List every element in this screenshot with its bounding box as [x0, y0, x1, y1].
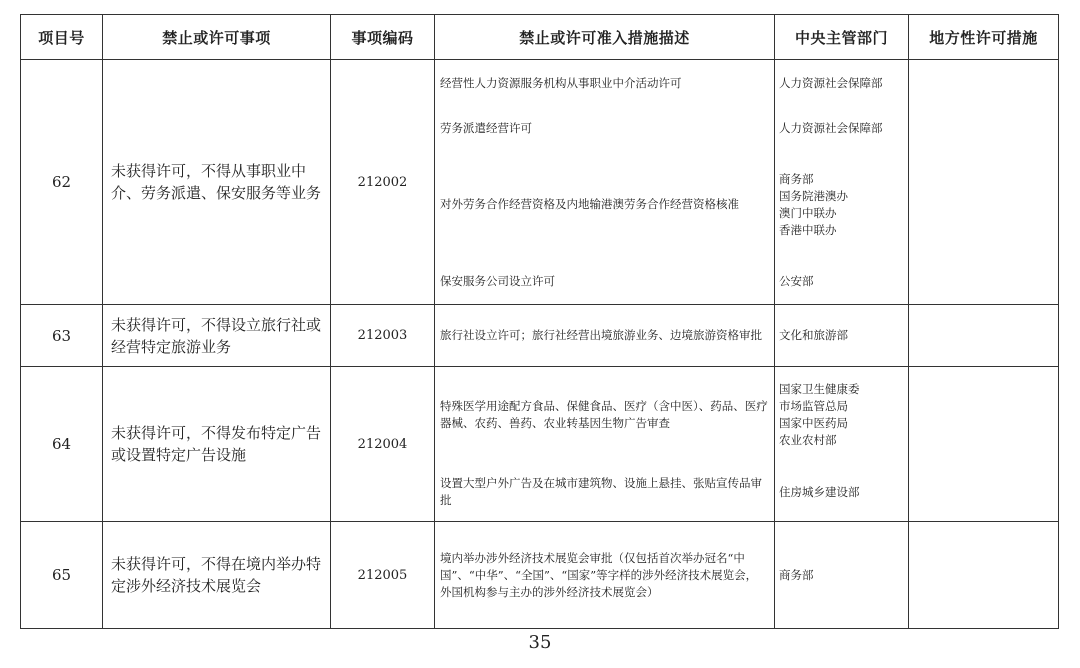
- local-measures-cell: [909, 60, 1059, 305]
- measure-descriptions: [435, 305, 775, 367]
- department: 人力资源社会保障部: [779, 75, 883, 90]
- measure-description: 保安服务公司设立许可: [440, 273, 555, 288]
- measure-description: 劳务派遣经营许可: [440, 121, 532, 135]
- table-row: [21, 522, 1059, 629]
- department: 人力资源社会保障部: [779, 121, 883, 135]
- item-title: 未获得许可，不得发布特定广告或设置特定广告设施: [103, 367, 331, 522]
- department: 商务部 国务院港澳办 澳门中联办 香港中联办: [779, 171, 848, 237]
- item-code: 212002: [331, 60, 435, 305]
- header-department: 中央主管部门: [775, 15, 909, 60]
- department: 住房城乡建设部: [779, 484, 860, 499]
- item-code: 212005: [331, 522, 435, 629]
- measure-descriptions: [435, 522, 775, 629]
- item-number: 63: [21, 305, 103, 367]
- department: 商务部: [779, 567, 814, 582]
- measure-departments: [775, 60, 909, 305]
- permit-table: [20, 14, 1059, 629]
- header-item: 禁止或许可事项: [103, 15, 331, 60]
- department: 公安部: [779, 273, 814, 288]
- item-title: 未获得许可，不得在境内举办特定涉外经济技术展览会: [103, 522, 331, 629]
- table-row: [21, 60, 1059, 305]
- measure-descriptions: [435, 367, 775, 522]
- table-row: [21, 367, 1059, 522]
- item-number: 65: [21, 522, 103, 629]
- measure-description: 对外劳务合作经营资格及内地输港澳劳务合作经营资格核准: [440, 197, 739, 211]
- measure-departments: [775, 522, 909, 629]
- local-measures-cell: [909, 305, 1059, 367]
- item-number: 62: [21, 60, 103, 305]
- department: 文化和旅游部: [779, 328, 848, 342]
- measure-description: 特殊医学用途配方食品、保健食品、医疗（含中医）、药品、医疗器械、农药、兽药、农业转基因生物广告审查: [440, 399, 768, 430]
- item-title: 未获得许可，不得设立旅行社或经营特定旅游业务: [103, 305, 331, 367]
- header-code: 事项编码: [331, 15, 435, 60]
- item-title: 未获得许可，不得从事职业中介、劳务派遣、保安服务等业务: [103, 60, 331, 305]
- measure-description: 境内举办涉外经济技术展览会审批（仅包括首次举办冠名“中国”、“中华”、“全国”、“国家”等字样的涉外经济技术展览会，外国机构参与主办的涉外经济技术展览会）: [440, 550, 758, 599]
- header-description: 禁止或许可准入措施描述: [435, 15, 775, 60]
- measure-description: 设置大型户外广告及在城市建筑物、设施上悬挂、张贴宣传品审批: [440, 476, 762, 507]
- header-local-measures: 地方性许可措施: [909, 15, 1059, 60]
- item-code: 212003: [331, 305, 435, 367]
- measure-descriptions: [435, 60, 775, 305]
- department: 国家卫生健康委 市场监管总局 国家中医药局 农业农村部: [779, 382, 860, 447]
- measure-departments: [775, 305, 909, 367]
- local-measures-cell: [909, 367, 1059, 522]
- item-code: 212004: [331, 367, 435, 522]
- measure-description: 旅行社设立许可；旅行社经营出境旅游业务、边境旅游资格审批: [440, 328, 762, 342]
- header-item-no: 项目号: [21, 15, 103, 60]
- page-number: 35: [528, 632, 552, 653]
- header-row: [21, 15, 1059, 60]
- measure-description: 经营性人力资源服务机构从事职业中介活动许可: [440, 75, 682, 90]
- measure-departments: [775, 367, 909, 522]
- item-number: 64: [21, 367, 103, 522]
- table-row: [21, 305, 1059, 367]
- local-measures-cell: [909, 522, 1059, 629]
